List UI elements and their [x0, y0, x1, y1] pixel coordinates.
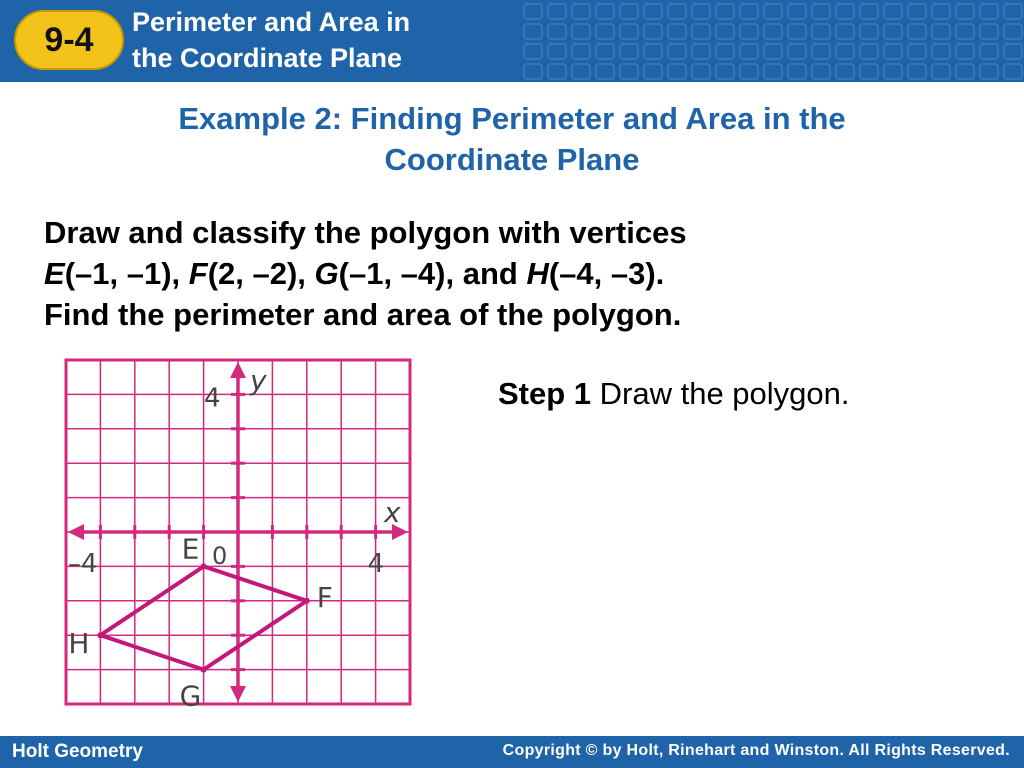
- header-grid-cell: [788, 4, 806, 19]
- problem-statement: [44, 212, 984, 335]
- vertex-name: H: [526, 256, 549, 291]
- vertex-label: G: [179, 679, 202, 708]
- header-grid-cell: [932, 44, 950, 59]
- vertex-coords: (2, –2),: [207, 256, 315, 291]
- header-grid-cell: [980, 4, 998, 19]
- header-grid-cell: [860, 4, 878, 19]
- header-grid-cell: [692, 24, 710, 39]
- header-grid-cell: [788, 24, 806, 39]
- lesson-title-line1: Perimeter and Area in: [132, 7, 411, 37]
- header-grid-cell: [836, 24, 854, 39]
- header-grid-cell: [620, 24, 638, 39]
- header-grid-cell: [1004, 4, 1022, 19]
- coordinate-graph: [62, 356, 414, 708]
- header-grid-cell: [860, 24, 878, 39]
- header-grid-cell: [908, 64, 926, 79]
- header-grid-cell: [572, 64, 590, 79]
- header-grid-cell: [956, 24, 974, 39]
- step-label: Step 1: [498, 376, 592, 411]
- header-grid-cell: [860, 64, 878, 79]
- header-grid-cell: [644, 64, 662, 79]
- header-grid-cell: [908, 4, 926, 19]
- y-axis-label: y: [250, 364, 267, 397]
- vertex-point: [97, 632, 103, 638]
- header-grid-cell: [884, 4, 902, 19]
- example-title-line1: Example 2: Finding Perimeter and Area in the: [178, 101, 846, 136]
- header-grid-cell: [548, 4, 566, 19]
- x-axis-label: x: [384, 496, 401, 529]
- header-grid-cell: [764, 4, 782, 19]
- header-grid-pattern: [520, 0, 1024, 82]
- header-grid-cell: [596, 4, 614, 19]
- header-grid-cell: [764, 64, 782, 79]
- header-grid-cell: [668, 64, 686, 79]
- header-grid-cell: [836, 64, 854, 79]
- vertex-coords: (–1, –1),: [64, 256, 189, 291]
- header-grid-cell: [932, 24, 950, 39]
- header-grid-cell: [980, 44, 998, 59]
- header-grid-cell: [596, 44, 614, 59]
- header-grid-cell: [548, 44, 566, 59]
- problem-line3: Find the perimeter and area of the polygon.: [44, 297, 682, 332]
- header-grid-cell: [908, 44, 926, 59]
- header-grid-cell: [860, 44, 878, 59]
- example-title: [40, 98, 984, 180]
- header-grid-cell: [596, 64, 614, 79]
- header-grid-cell: [644, 4, 662, 19]
- header-grid-cell: [644, 44, 662, 59]
- header-grid-cell: [740, 24, 758, 39]
- vertex-label: H: [68, 627, 90, 661]
- lesson-badge: 9-4: [14, 10, 124, 70]
- header-grid-cell: [812, 44, 830, 59]
- vertex-name: G: [314, 256, 339, 291]
- header-grid-cell: [884, 24, 902, 39]
- header-grid-cell: [812, 24, 830, 39]
- header-grid-cell: [764, 24, 782, 39]
- header-grid-cell: [668, 44, 686, 59]
- footer-course: Holt Geometry: [12, 741, 143, 762]
- header-grid-cell: [740, 64, 758, 79]
- header-grid-cell: [932, 64, 950, 79]
- header-grid-cell: [692, 4, 710, 19]
- header-grid-cell: [716, 4, 734, 19]
- header-grid-cell: [1004, 24, 1022, 39]
- header-grid-cell: [524, 64, 542, 79]
- vertex-coords: (–1, –4), and: [338, 256, 527, 291]
- header-bar: [0, 0, 1024, 82]
- header-grid-cell: [716, 64, 734, 79]
- vertex-label: F: [316, 580, 333, 614]
- footer-copyright: Copyright © by Holt, Rinehart and Winston. All Rights Reserved.: [502, 742, 1010, 759]
- header-grid-cell: [572, 24, 590, 39]
- vertex-point: [304, 598, 310, 604]
- header-grid-cell: [956, 64, 974, 79]
- header-grid-cell: [524, 24, 542, 39]
- header-grid-cell: [812, 64, 830, 79]
- y-tick-label-4: 4: [204, 383, 221, 414]
- header-grid-cell: [884, 64, 902, 79]
- step-instruction: [498, 376, 850, 412]
- header-grid-cell: [620, 64, 638, 79]
- problem-line2: [44, 253, 984, 294]
- header-grid-cell: [572, 44, 590, 59]
- footer-bar: [0, 736, 1024, 768]
- header-grid-cell: [908, 24, 926, 39]
- lesson-title-line2: the Coordinate Plane: [132, 43, 403, 73]
- header-grid-cell: [716, 24, 734, 39]
- step-text: Draw the polygon.: [591, 376, 850, 411]
- header-grid-cell: [1004, 64, 1022, 79]
- header-grid-cell: [1004, 44, 1022, 59]
- header-grid-cell: [596, 24, 614, 39]
- header-grid-cell: [620, 44, 638, 59]
- vertex-point: [201, 563, 207, 569]
- header-grid-cell: [692, 64, 710, 79]
- vertex-coords: (–4, –3).: [548, 256, 665, 291]
- header-grid-cell: [764, 44, 782, 59]
- header-grid-cell: [836, 44, 854, 59]
- header-grid-cell: [836, 4, 854, 19]
- header-grid-cell: [644, 24, 662, 39]
- header-grid-cell: [884, 44, 902, 59]
- header-grid-cell: [788, 64, 806, 79]
- header-grid-cell: [740, 44, 758, 59]
- lesson-title: [132, 4, 410, 76]
- header-grid-cell: [524, 4, 542, 19]
- header-grid-cell: [980, 64, 998, 79]
- problem-line1: Draw and classify the polygon with vertices: [44, 215, 687, 250]
- header-grid-cell: [668, 4, 686, 19]
- vertex-name: E: [44, 256, 65, 291]
- header-grid-cell: [692, 44, 710, 59]
- origin-label: 0: [212, 542, 228, 570]
- header-grid-cell: [788, 44, 806, 59]
- vertex-label: E: [181, 532, 200, 566]
- header-grid-cell: [524, 44, 542, 59]
- x-tick-label-neg4: –4: [68, 549, 98, 579]
- header-grid-cell: [740, 4, 758, 19]
- header-grid-cell: [668, 24, 686, 39]
- header-grid-cell: [956, 44, 974, 59]
- header-grid-cell: [572, 4, 590, 19]
- header-grid-cell: [620, 4, 638, 19]
- header-grid-cell: [932, 4, 950, 19]
- x-tick-label-4: 4: [367, 549, 385, 579]
- vertex-name: F: [188, 256, 208, 291]
- header-grid-cell: [548, 24, 566, 39]
- header-grid-cell: [812, 4, 830, 19]
- header-grid-cell: [548, 64, 566, 79]
- example-title-line2: Coordinate Plane: [384, 142, 640, 177]
- header-grid-cell: [716, 44, 734, 59]
- header-grid-cell: [956, 4, 974, 19]
- vertex-point: [201, 667, 207, 673]
- header-grid-cell: [980, 24, 998, 39]
